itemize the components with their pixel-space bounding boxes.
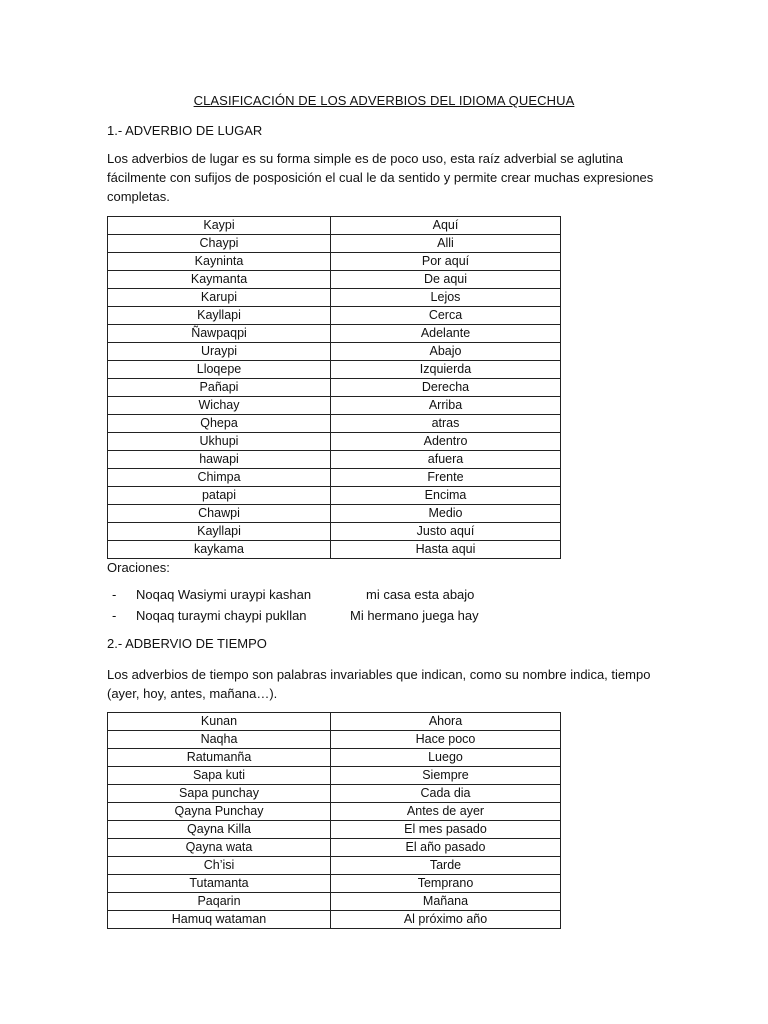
oraciones-label: Oraciones: — [107, 560, 170, 575]
table-row — [108, 289, 561, 307]
cell-spanish: Antes de ayer — [331, 803, 561, 821]
table-adverbios-tiempo — [107, 712, 561, 929]
cell-spanish: Aquí — [331, 217, 561, 235]
cell-quechua: Lloqepe — [108, 361, 331, 379]
cell-quechua: Naqha — [108, 731, 331, 749]
cell-quechua: Qayna Killa — [108, 821, 331, 839]
table-row — [108, 749, 561, 767]
cell-spanish: Justo aquí — [331, 523, 561, 541]
cell-spanish: Temprano — [331, 875, 561, 893]
sentence-quechua: Noqaq turaymi chaypi pukllan — [136, 608, 307, 623]
table-row — [108, 523, 561, 541]
cell-quechua: Chaypi — [108, 235, 331, 253]
sentence-spanish: Mi hermano juega hay — [350, 608, 479, 623]
cell-quechua: Kaypi — [108, 217, 331, 235]
cell-spanish: De aqui — [331, 271, 561, 289]
cell-quechua: Kaymanta — [108, 271, 331, 289]
cell-quechua: Pañapi — [108, 379, 331, 397]
cell-quechua: Qayna Punchay — [108, 803, 331, 821]
cell-spanish: Por aquí — [331, 253, 561, 271]
table-row — [108, 415, 561, 433]
cell-spanish: Luego — [331, 749, 561, 767]
section-heading-tiempo: 2.- ADBERVIO DE TIEMPO — [107, 636, 267, 651]
table-row — [108, 469, 561, 487]
table-row — [108, 325, 561, 343]
table-row — [108, 451, 561, 469]
cell-spanish: Abajo — [331, 343, 561, 361]
sentence-quechua: Noqaq Wasiymi uraypi kashan — [136, 587, 312, 602]
cell-quechua: Hamuq wataman — [108, 911, 331, 929]
cell-quechua: Kayllapi — [108, 307, 331, 325]
cell-quechua: Tutamanta — [108, 875, 331, 893]
table-row — [108, 857, 561, 875]
cell-spanish: Medio — [331, 505, 561, 523]
cell-quechua: Ukhupi — [108, 433, 331, 451]
cell-spanish: Encima — [331, 487, 561, 505]
cell-spanish: Izquierda — [331, 361, 561, 379]
cell-quechua: kaykama — [108, 541, 331, 559]
table-row — [108, 875, 561, 893]
table-row — [108, 911, 561, 929]
cell-spanish: Derecha — [331, 379, 561, 397]
table-row — [108, 343, 561, 361]
table-row — [108, 379, 561, 397]
table-row — [108, 541, 561, 559]
cell-quechua: Uraypi — [108, 343, 331, 361]
cell-quechua: Karupi — [108, 289, 331, 307]
table-row — [108, 713, 561, 731]
cell-spanish: atras — [331, 415, 561, 433]
cell-spanish: Cerca — [331, 307, 561, 325]
table-row — [108, 505, 561, 523]
cell-spanish: Tarde — [331, 857, 561, 875]
paragraph-line: Los adverbios de lugar es su forma simple es de poco uso, esta raíz adverbial se aglutina — [107, 151, 623, 166]
paragraph-line: Los adverbios de tiempo son palabras invariables que indican, como su nombre indica, tiempo — [107, 667, 651, 682]
table-adverbios-lugar — [107, 216, 561, 559]
oraciones-list — [107, 584, 667, 626]
cell-spanish: Ahora — [331, 713, 561, 731]
bullet-dash: - — [112, 587, 117, 602]
cell-quechua: Sapa punchay — [108, 785, 331, 803]
cell-spanish: El año pasado — [331, 839, 561, 857]
paragraph-line: fácilmente con sufijos de posposición el cual le da sentido y permite crear muchas expresiones — [107, 170, 654, 185]
cell-quechua: Sapa kuti — [108, 767, 331, 785]
cell-spanish: Adelante — [331, 325, 561, 343]
table-row — [108, 803, 561, 821]
paragraph-tiempo — [107, 665, 667, 703]
table-row — [108, 785, 561, 803]
table-row — [108, 767, 561, 785]
cell-spanish: Hace poco — [331, 731, 561, 749]
cell-spanish: Adentro — [331, 433, 561, 451]
table-row — [108, 397, 561, 415]
list-item — [107, 605, 667, 626]
cell-spanish: Hasta aqui — [331, 541, 561, 559]
paragraph-line: completas. — [107, 189, 170, 204]
cell-quechua: Ñawpaqpi — [108, 325, 331, 343]
cell-spanish: Arriba — [331, 397, 561, 415]
paragraph-line: (ayer, hoy, antes, mañana…). — [107, 686, 278, 701]
cell-quechua: Kayllapi — [108, 523, 331, 541]
cell-spanish: El mes pasado — [331, 821, 561, 839]
table-row — [108, 217, 561, 235]
cell-quechua: Chawpi — [108, 505, 331, 523]
table-row — [108, 487, 561, 505]
cell-quechua: Qayna wata — [108, 839, 331, 857]
bullet-dash: - — [112, 608, 117, 623]
table-body — [108, 217, 561, 559]
cell-spanish: Lejos — [331, 289, 561, 307]
sentence-spanish: mi casa esta abajo — [366, 587, 475, 602]
cell-spanish: Frente — [331, 469, 561, 487]
cell-spanish: Siempre — [331, 767, 561, 785]
cell-spanish: Al próximo año — [331, 911, 561, 929]
table-row — [108, 821, 561, 839]
cell-quechua: Ch’isi — [108, 857, 331, 875]
table-row — [108, 307, 561, 325]
cell-quechua: Chimpa — [108, 469, 331, 487]
table-row — [108, 731, 561, 749]
table-row — [108, 893, 561, 911]
cell-quechua: hawapi — [108, 451, 331, 469]
cell-spanish: Cada dia — [331, 785, 561, 803]
table-row — [108, 839, 561, 857]
cell-quechua: Paqarin — [108, 893, 331, 911]
cell-spanish: afuera — [331, 451, 561, 469]
cell-quechua: Qhepa — [108, 415, 331, 433]
table-row — [108, 271, 561, 289]
cell-quechua: Ratumanña — [108, 749, 331, 767]
table-row — [108, 253, 561, 271]
table-row — [108, 433, 561, 451]
cell-quechua: patapi — [108, 487, 331, 505]
cell-quechua: Kunan — [108, 713, 331, 731]
list-item — [107, 584, 667, 605]
cell-quechua: Kayninta — [108, 253, 331, 271]
section-heading-lugar: 1.- ADVERBIO DE LUGAR — [107, 123, 263, 138]
cell-spanish: Alli — [331, 235, 561, 253]
cell-spanish: Mañana — [331, 893, 561, 911]
table-row — [108, 235, 561, 253]
document-title: CLASIFICACIÓN DE LOS ADVERBIOS DEL IDIOMA QUECHUA — [193, 93, 575, 108]
cell-quechua: Wichay — [108, 397, 331, 415]
table-row — [108, 361, 561, 379]
paragraph-lugar — [107, 149, 667, 206]
table-body — [108, 713, 561, 929]
